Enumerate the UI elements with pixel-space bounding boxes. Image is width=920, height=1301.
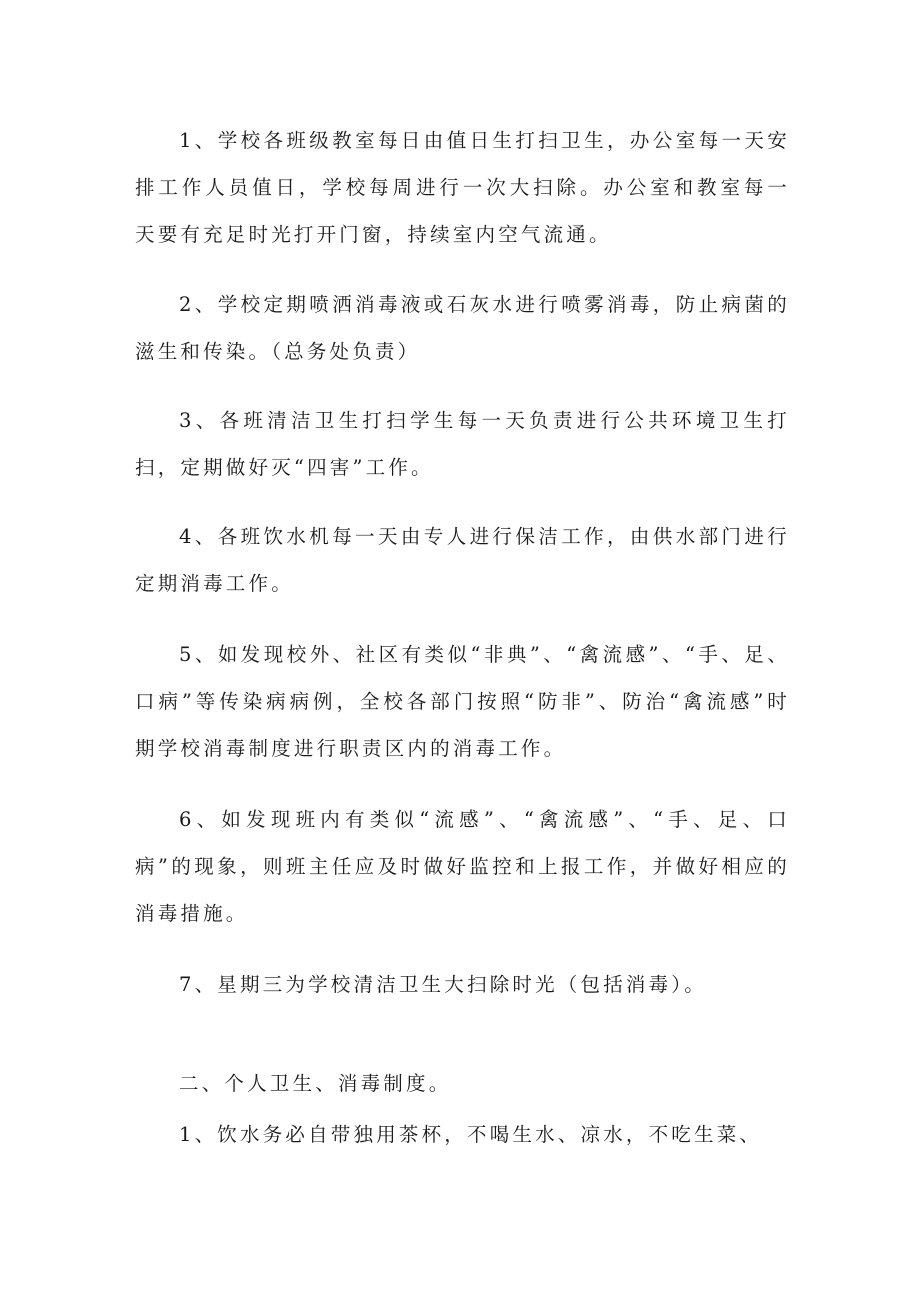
paragraph-7: 7、星期三为学校清洁卫生大扫除时光（包括消毒）。 [179, 973, 707, 996]
section-heading-personal-hygiene: 二、个人卫生、消毒制度。 [179, 1072, 452, 1095]
paragraph-6: 6、如发现班内有类似“流感”、“禽流感”、“手、足、口病”的现象，则班主任应及时做好监控和上报工作，并做好相应的消毒措施。 [135, 808, 790, 925]
paragraph-4: 4、各班饮水机每一天由专人进行保洁工作，由供水部门进行定期消毒工作。 [135, 525, 790, 595]
paragraph-1: 1、学校各班级教室每日由值日生打扫卫生，办公室每一天安排工作人员值日，学校每周进行一次大扫除。办公室和教室每一天要有充足时光打开门窗，持续室内空气流通。 [135, 129, 790, 246]
paragraph-3: 3、各班清洁卫生打扫学生每一天负责进行公共环境卫生打扫，定期做好灭“四害”工作。 [135, 409, 790, 479]
paragraph-2: 2、学校定期喷洒消毒液或石灰水进行喷雾消毒，防止病菌的滋生和传染。（总务处负责） [135, 293, 790, 363]
paragraph-personal-1: 1、饮水务必自带独用茶杯，不喝生水、凉水，不吃生菜、 [179, 1123, 763, 1146]
paragraph-5: 5、如发现校外、社区有类似“非典”、“禽流感”、“手、足、口病”等传染病病例，全校各部门按照“防非”、防治“禽流感”时期学校消毒制度进行职责区内的消毒工作。 [135, 643, 790, 760]
